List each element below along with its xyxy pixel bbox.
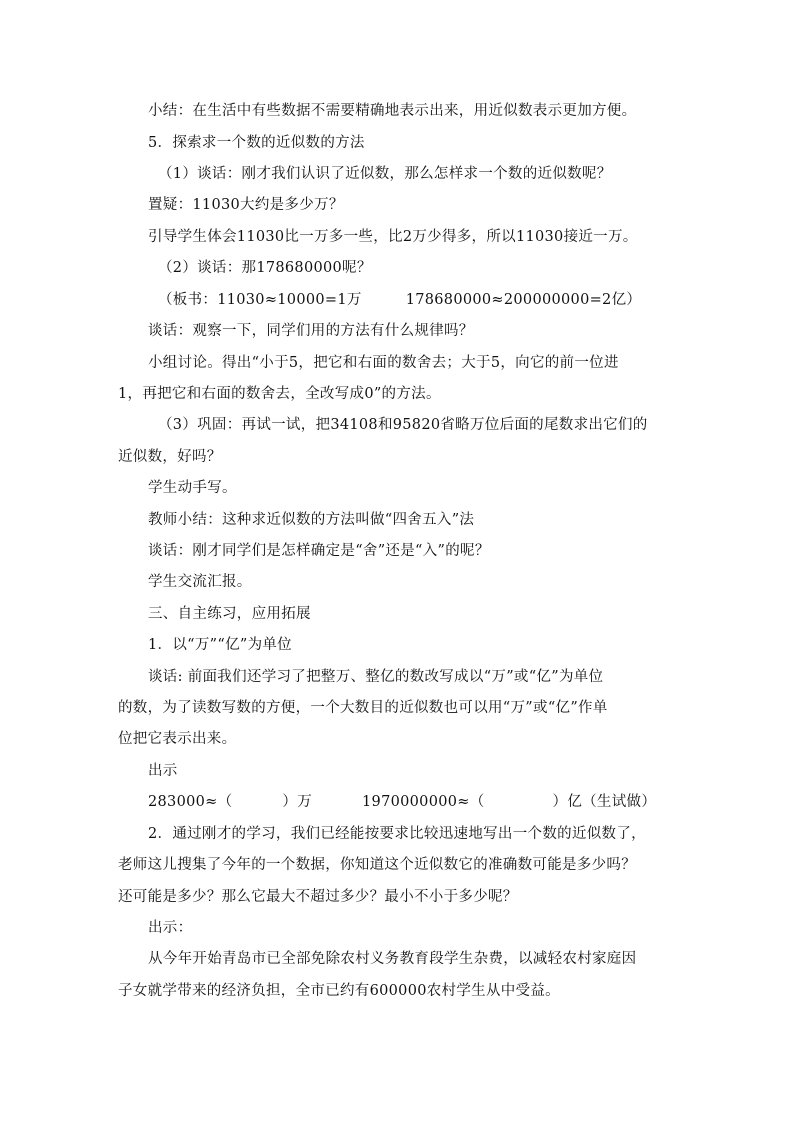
- section-heading-5: 5．探索求一个数的近似数的方法: [148, 135, 365, 151]
- board-note-part-2: 178680000≈200000000=2亿）: [405, 292, 642, 308]
- news-line-1: 从今年开始青岛市已全部免除农村义务教育段学生杂费，以减轻农村家庭因: [148, 951, 637, 967]
- subsection-1: 1．以“万”“亿”为单位: [148, 637, 292, 653]
- show-label-2: 出示：: [148, 920, 193, 936]
- exercise-1-prefix: 283000≈（: [148, 794, 233, 810]
- subsection-2-line-1: 2．通过刚才的学习，我们已经能按要求比较迅速地写出一个数的近似数了，: [148, 826, 646, 842]
- subsection-2-line-3: 还可能是多少？那么它最大不超过多少？最小不小于多少呢？: [118, 889, 518, 905]
- dialogue-4: 谈话：刚才同学们是怎样确定是“舍”还是“入”的呢？: [148, 543, 490, 559]
- dialogue-1: （1）谈话：刚才我们认识了近似数，那么怎样求一个数的近似数呢？: [158, 166, 612, 182]
- exercise-2-prefix: 1970000000≈（: [362, 794, 485, 810]
- consolidation-line-2: 近似数，好吗？: [118, 449, 222, 465]
- exercise-1-suffix: ）万: [282, 794, 313, 810]
- subsection-2-line-2: 老师这儿搜集了今年的一个数据，你知道这个近似数它的准确数可能是多少吗？: [118, 857, 636, 873]
- board-note: [158, 290, 641, 310]
- board-note-part-1: （板书：11030≈10000=1万: [158, 292, 362, 308]
- group-discussion-line-2: 1，再把它和右面的数舍去，全改写成0”的方法。: [118, 386, 441, 402]
- summary-line: 小结：在生活中有些数据不需要精确地表示出来，用近似数表示更加方便。: [148, 103, 637, 119]
- dialogue-5-line-2: 的数，为了读数写数的方便，一个大数目的近似数也可以用“万”或“亿”作单: [118, 700, 608, 716]
- exercise-line: [148, 792, 656, 812]
- dialogue-5-line-3: 位把它表示出来。: [118, 731, 237, 747]
- exercise-2-suffix: ）亿（生试做）: [552, 794, 657, 810]
- consolidation-line-1: （3）巩固：再试一试，把34108和95820省略万位后面的尾数求出它们的: [158, 417, 648, 433]
- dialogue-2: （2）谈话：那178680000呢？: [158, 260, 372, 276]
- guidance-line: 引导学生体会11030比一万多一些，比2万少得多，所以11030接近一万。: [148, 229, 638, 245]
- question-line: 置疑：11030大约是多少万？: [148, 197, 344, 213]
- show-label: 出示: [148, 763, 178, 779]
- student-activity: 学生动手写。: [148, 480, 237, 496]
- dialogue-5-line-1: 谈话: 前面我们还学习了把整万、整亿的数改写成以“万”或“亿”为单位: [148, 669, 604, 685]
- student-report: 学生交流汇报。: [148, 574, 252, 590]
- teacher-summary: 教师小结：这种求近似数的方法叫做“四舍五入”法: [148, 512, 475, 528]
- group-discussion-line-1: 小组讨论。得出“小于5，把它和右面的数舍去；大于5，向它的前一位进: [148, 355, 619, 371]
- section-heading-3: 三、自主练习，应用拓展: [148, 606, 311, 622]
- dialogue-3: 谈话：观察一下，同学们用的方法有什么规律吗？: [148, 323, 474, 339]
- news-line-2: 子女就学带来的经济负担，全市已约有600000农村学生从中受益。: [118, 983, 560, 999]
